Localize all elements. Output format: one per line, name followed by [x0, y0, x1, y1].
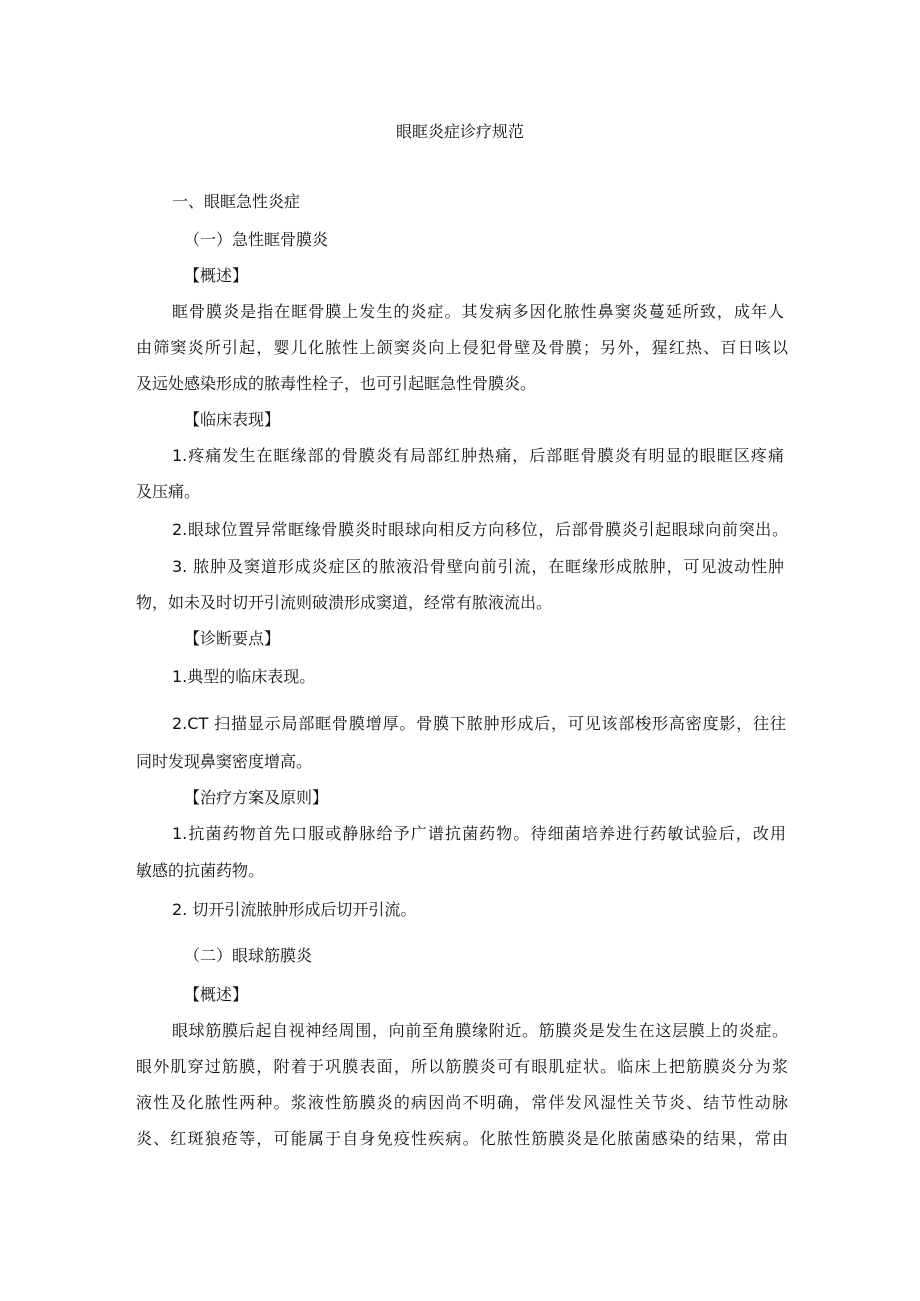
- paragraph-line: 由筛窦炎所引起，婴儿化脓性上颌窦炎向上侵犯骨壁及骨膜；另外，猩红热、百日咳以: [136, 338, 788, 357]
- label-overview: 【概述】: [184, 266, 249, 285]
- label-treatment-principles: 【治疗方案及原则】: [184, 788, 329, 807]
- paragraph-line: 敏感的抗菌药物。: [136, 861, 265, 880]
- paragraph-line: 眶骨膜炎是指在眶骨膜上发生的炎症。其发病多因化脓性鼻窦炎蔓延所致，成年人: [172, 302, 784, 321]
- paragraph-line: 2.CT 扫描显示局部眶骨膜增厚。骨膜下脓肿形成后，可见该部梭形高密度影，往往: [172, 714, 786, 733]
- paragraph-line: 及压痛。: [136, 482, 201, 501]
- section-heading-acute-orbital-inflammation: 一、眼眶急性炎症: [172, 192, 301, 211]
- paragraph-line: 眼外肌穿过筋膜，附着于巩膜表面，所以筋膜炎可有眼肌症状。临床上把筋膜炎分为浆: [136, 1057, 788, 1076]
- paragraph-line: 炎、红斑狼疮等，可能属于自身免疫性疾病。化脓性筋膜炎是化脓菌感染的结果，常由: [136, 1129, 788, 1148]
- paragraph-line: 液性及化脓性两种。浆液性筋膜炎的病因尚不明确，常伴发风湿性关节炎、结节性动脉: [136, 1093, 788, 1112]
- subsection-heading-acute-orbital-periostitis: （一）急性眶骨膜炎: [184, 230, 329, 249]
- paragraph-line: 2. 切开引流脓肿形成后切开引流。: [172, 900, 417, 919]
- label-diagnostic-points: 【诊断要点】: [184, 629, 281, 648]
- paragraph-line: 1.疼痛发生在眶缘部的骨膜炎有局部红肿热痛，后部眶骨膜炎有明显的眼眶区疼痛: [172, 446, 784, 465]
- paragraph-line: 眼球筋膜后起自视神经周围，向前至角膜缘附近。筋膜炎是发生在这层膜上的炎症。: [172, 1021, 788, 1040]
- paragraph-line: 物，如未及时切开引流则破溃形成窦道，经常有脓液流出。: [136, 593, 553, 612]
- paragraph-line: 2.眼球位置异常眶缘骨膜炎时眼球向相反方向移位，后部骨膜炎引起眼球向前突出。: [172, 520, 788, 539]
- subsection-heading-ocular-fasciitis: （二）眼球筋膜炎: [184, 946, 313, 965]
- paragraph-line: 1.抗菌药物首先口服或静脉给予广谱抗菌药物。待细菌培养进行药敏试验后，改用: [172, 824, 786, 843]
- document-title: 眼眶炎症诊疗规范: [395, 122, 524, 141]
- paragraph-line: 同时发现鼻窦密度增高。: [136, 752, 313, 771]
- paragraph-line: 1.典型的临床表现。: [172, 667, 316, 686]
- label-clinical-manifestations: 【临床表现】: [184, 410, 281, 429]
- label-overview: 【概述】: [184, 985, 249, 1004]
- paragraph-line: 及远处感染形成的脓毒性栓子，也可引起眶急性骨膜炎。: [136, 374, 537, 393]
- paragraph-line: 3. 脓肿及窦道形成炎症区的脓液沿骨壁向前引流，在眶缘形成脓肿，可见波动性肿: [172, 557, 784, 576]
